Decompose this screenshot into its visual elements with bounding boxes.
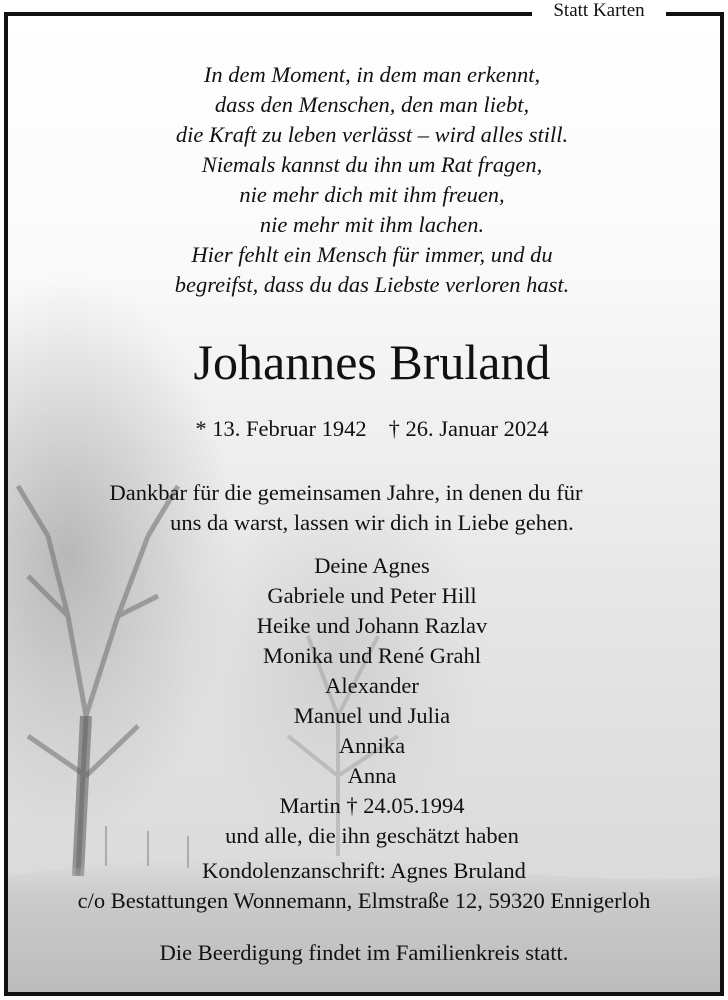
mourner: Deine Agnes — [314, 553, 430, 578]
thanks-text — [48, 478, 696, 538]
mourner: Monika und René Grahl — [262, 643, 482, 668]
thanks-line: uns da warst, lassen wir dich in Liebe gehen. — [170, 510, 574, 535]
mourner: Anna — [347, 763, 397, 788]
funeral-note: Die Beerdigung findet im Familienkreis statt. — [159, 940, 569, 965]
notice-frame — [4, 12, 724, 996]
statt-karten-label: Statt Karten — [532, 0, 666, 22]
life-dates — [48, 414, 696, 444]
poem-line: Niemals kannst du ihn um Rat fragen, — [201, 152, 543, 177]
deceased-name: Johannes Bruland — [193, 334, 551, 390]
poem-line: nie mehr dich mit ihm freuen, — [239, 182, 505, 207]
poem-line: Hier fehlt ein Mensch für immer, und du — [191, 242, 553, 267]
condolence-line: c/o Bestattungen Wonnemann, Elmstraße 12, 59320 Ennigerloh — [77, 888, 651, 913]
poem-line: In dem Moment, in dem man erkennt, — [203, 62, 541, 87]
poem-line: begreifst, dass du das Liebste verloren hast. — [174, 272, 570, 297]
death-date: † 26. Januar 2024 — [388, 416, 549, 441]
mourner: Gabriele und Peter Hill — [267, 583, 477, 608]
birth-date: * 13. Februar 1942 — [195, 416, 367, 441]
mourners-list — [48, 551, 696, 851]
poem-line: dass den Menschen, den man liebt, — [214, 92, 530, 117]
thanks-line: Dankbar für die gemeinsamen Jahre, in denen du für — [109, 480, 583, 505]
mourner: Heike und Johann Razlav — [256, 613, 488, 638]
mourner: Alexander — [325, 673, 419, 698]
condolence-line: Kondolenzanschrift: Agnes Bruland — [202, 858, 526, 883]
poem-line: die Kraft zu leben verlässt – wird alles still. — [175, 122, 569, 147]
poem-line: nie mehr mit ihm lachen. — [259, 212, 485, 237]
poem — [48, 60, 696, 300]
mourner: Martin † 24.05.1994 — [279, 793, 465, 818]
condolence-address — [10, 856, 718, 916]
mourner: Manuel und Julia — [293, 703, 451, 728]
mourner: Annika — [338, 733, 406, 758]
mourner: und alle, die ihn geschätzt haben — [225, 823, 519, 848]
